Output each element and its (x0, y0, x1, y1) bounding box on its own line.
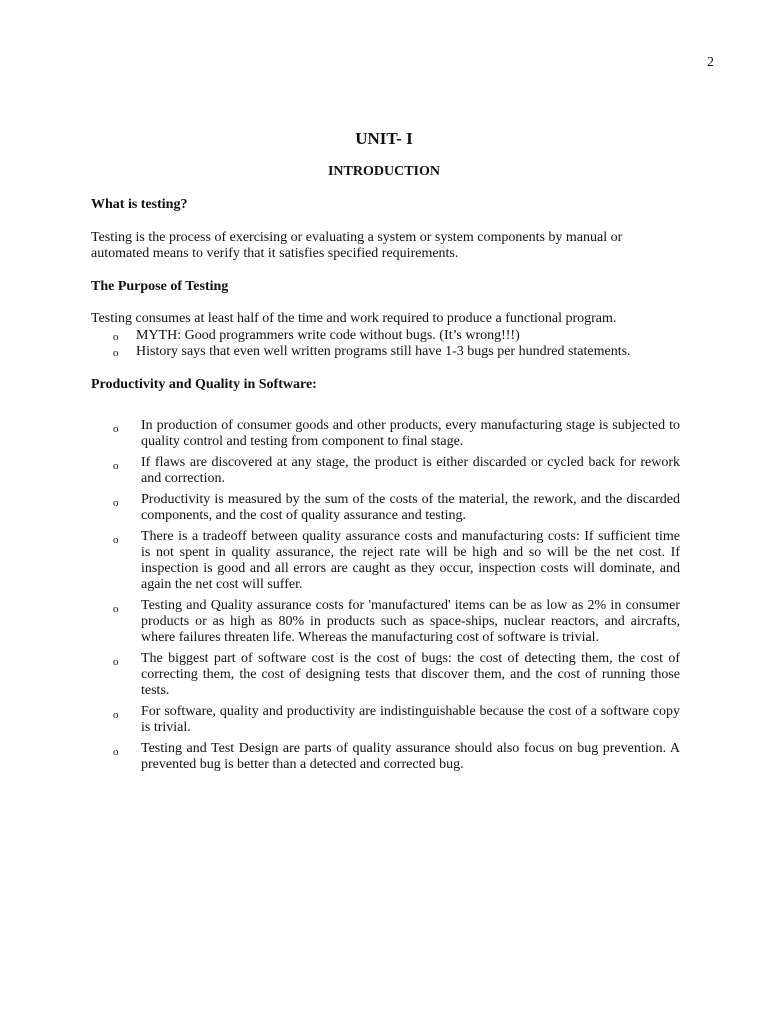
bullet-circle-icon: o (113, 603, 119, 615)
list-item (91, 344, 681, 360)
list-item (91, 651, 680, 699)
list-item (91, 598, 680, 646)
section-title: INTRODUCTION (327, 164, 440, 179)
list-item (91, 704, 680, 736)
bullet-circle-icon: o (113, 497, 119, 509)
list-item-text: If flaws are discovered at any stage, the product is either discarded or cycled back for rework and correction. (141, 455, 680, 486)
bullet-circle-icon: o (113, 423, 119, 435)
productivity-bullet-list (91, 418, 680, 778)
unit-title: UNIT- I (355, 129, 413, 148)
list-item (91, 418, 680, 450)
list-item (91, 492, 680, 524)
bullet-circle-icon: o (113, 534, 119, 546)
bullet-circle-icon: o (113, 746, 119, 758)
list-item-text: Testing and Test Design are parts of quality assurance should also focus on bug prevention. A prevented bug is better than a detected and corrected bug. (141, 741, 680, 772)
bullet-circle-icon: o (113, 460, 119, 472)
bullet-circle-icon: o (113, 709, 119, 721)
page-number: 2 (707, 55, 714, 70)
list-item-text: There is a tradeoff between quality assurance costs and manufacturing costs: If sufficient time is not spent in quality assurance, the reject rate will be high and so will be the net cost. If inspection is good and all errors are caught as they occur, inspection costs will dominate, and again the net cost will suffer. (141, 529, 680, 592)
bullet-circle-icon: o (113, 656, 119, 668)
paragraph-what-is-testing: Testing is the process of exercising or evaluating a system or system components by manual or automated means to verify that it satisfies specified requirements. (91, 230, 623, 261)
heading-what-is-testing: What is testing? (91, 197, 188, 212)
heading-purpose-of-testing: The Purpose of Testing (91, 279, 229, 294)
list-item (91, 328, 681, 344)
purpose-bullet-list (91, 328, 681, 360)
list-item (91, 529, 680, 593)
paragraph-purpose-of-testing: Testing consumes at least half of the time and work required to produce a functional program. (91, 311, 617, 326)
list-item (91, 741, 680, 773)
list-item-text: Testing and Quality assurance costs for 'manufactured' items can be as low as 2% in consumer products or as high as 80% in products such as space-ships, nuclear reactors, and aircrafts, where failures threaten life. Whereas the manufacturing cost of software is trivial. (141, 598, 680, 645)
list-item-text: The biggest part of software cost is the cost of bugs: the cost of detecting them, the cost of correcting them, the cost of designing tests that discover them, and the cost of running those tests. (141, 651, 680, 698)
list-item-text: Productivity is measured by the sum of the costs of the material, the rework, and the discarded components, and the cost of quality assurance and testing. (141, 492, 680, 523)
bullet-circle-icon: o (113, 347, 119, 359)
list-item-text: MYTH: Good programmers write code without bugs. (It’s wrong!!!) (136, 328, 520, 343)
list-item-text: For software, quality and productivity are indistinguishable because the cost of a software copy is trivial. (141, 704, 680, 735)
list-item (91, 455, 680, 487)
list-item-text: History says that even well written programs still have 1-3 bugs per hundred statements. (136, 344, 631, 359)
heading-productivity-quality: Productivity and Quality in Software: (91, 377, 317, 392)
bullet-circle-icon: o (113, 331, 119, 343)
list-item-text: In production of consumer goods and other products, every manufacturing stage is subjected to quality control and testing from component to final stage. (141, 418, 680, 449)
